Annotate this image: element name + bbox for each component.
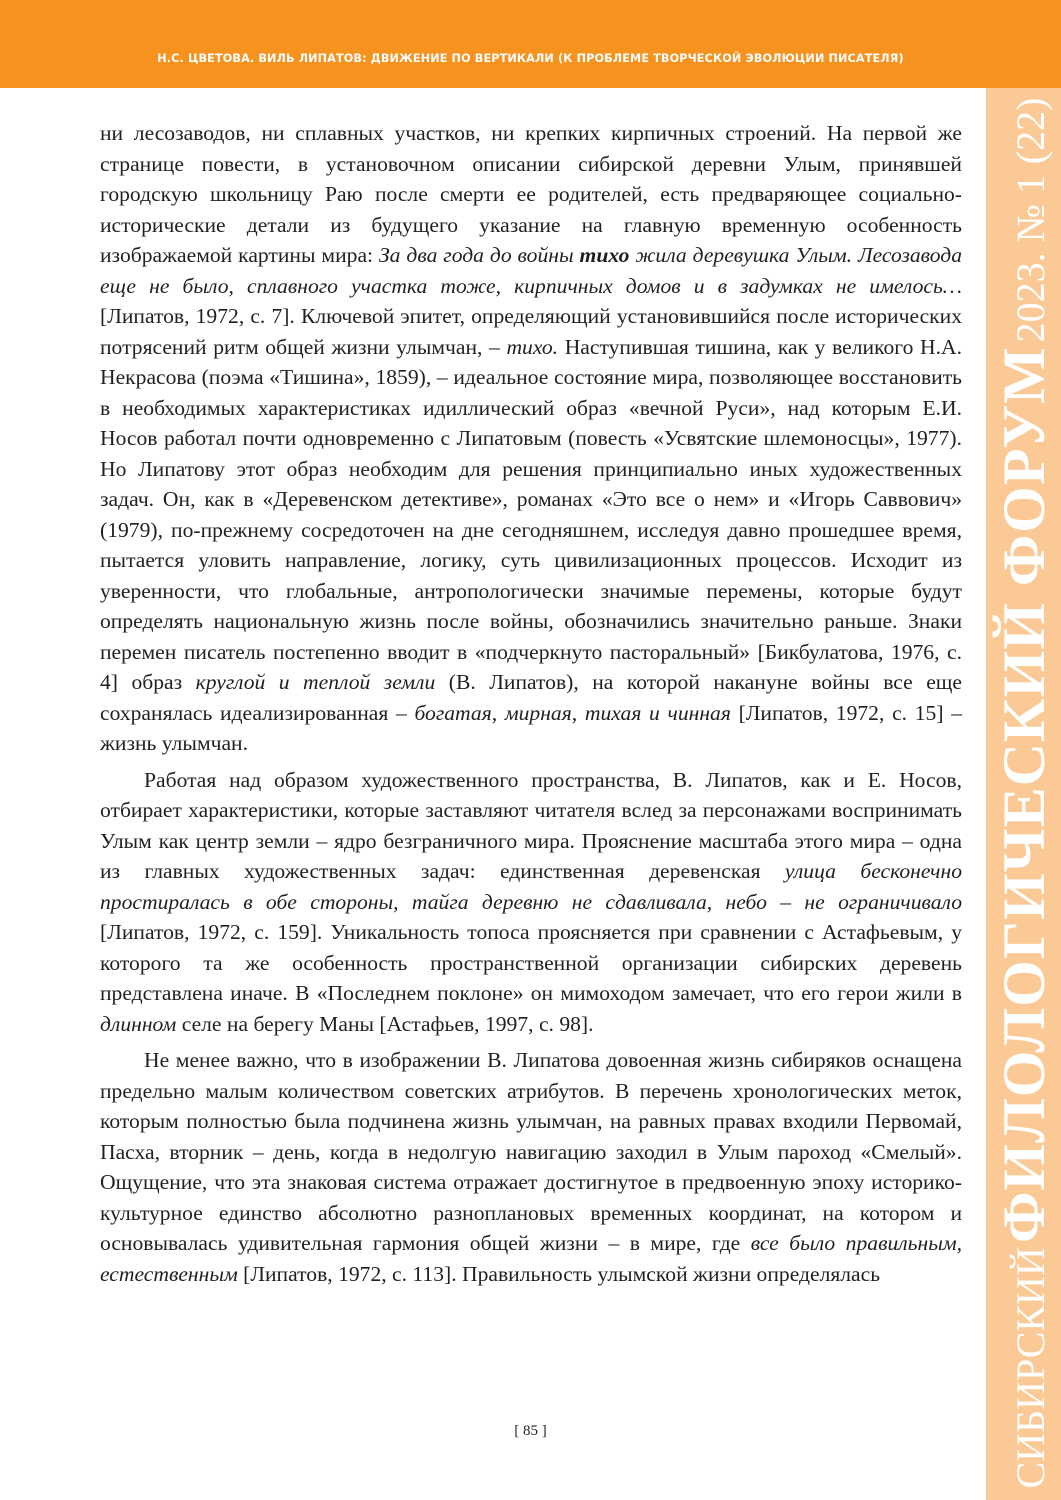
- paragraph: [100, 118, 962, 759]
- text-run: [Липатов, 1972, с. 7]. Ключевой эпитет, определяющий установившийся после исторических потрясений ритм общей жизни улымчан, –: [100, 304, 962, 359]
- text-run: [Липатов, 1972, с. 15] – жизнь улымчан.: [100, 700, 962, 755]
- running-title: Н.С. ЦВЕТОВА. ВИЛЬ ЛИПАТОВ: ДВИЖЕНИЕ ПО ВЕРТИКАЛИ (К ПРОБЛЕМЕ ТВОРЧЕСКОЙ ЭВОЛЮЦИИ ПИСАТЕЛЯ): [157, 52, 904, 65]
- header-band: [0, 0, 1061, 88]
- quote-run: улица бесконечно простиралась в обе стороны, тайга деревню не сдавливала, небо – не ограничивало: [100, 859, 962, 914]
- quote-run: богатая, мирная, тихая и чинная: [414, 700, 731, 725]
- text-run: (В. Липатов), на которой накануне войны все еще сохранялась идеализированная –: [100, 670, 962, 725]
- text-run: [Липатов, 1972, с. 159]. Уникальность топоса проясняется при сравнении с Астафьевым, у которого та же особенность пространственной организации сибирских деревень представлена иначе. В «Последнем поклоне» он мимоходом замечает, что его герои жили в: [100, 920, 962, 1005]
- text-run: Работая над образом художественного пространства, В. Липатов, как и Е. Носов, отбирает характеристики, которые заставляют читателя вслед за персонажами воспринимать Улым как центр земли – ядро безграничного мира. Прояснение масштаба этого мира – одна из главных художественных задач: единственная деревенская: [100, 767, 962, 883]
- quote-run: все было правильным, естественным: [100, 1231, 962, 1286]
- article-body: [100, 118, 962, 1289]
- text-run: [Липатов, 1972, с. 113]. Правильность улымской жизни определялась: [237, 1261, 881, 1286]
- page-number: [ 85 ]: [514, 1423, 547, 1439]
- paragraph: [100, 765, 962, 1040]
- quote-run: За два года до войны: [378, 243, 580, 267]
- quote-run: тихо: [579, 243, 630, 267]
- text-run: ни лесозаводов, ни сплавных участков, ни крепких кирпичных строений. На первой же странице повести, в установочном описании сибирской деревни Улым, принявшей городскую школьницу Раю после смерти ее родителей, есть предваряющее социально-исторические детали из будущего указание на главную временную особенность изображаемой картины мира:: [100, 121, 962, 267]
- text-run: Не менее важно, что в изображении В. Липатова довоенная жизнь сибиряков оснащена предельно малым количеством советских атрибутов. В перечень хронологических меток, которым полностью была подчинена жизнь улымчан, на равных правах входили Первомай, Пасха, вторник – день, когда в недолгую навигацию заходил в Улым пароход «Смелый». Ощущение, что эта знаковая система отражает достигнутое в предвоенную эпоху историко-культурное единство абсолютно разноплановых временных координат, на котором и основывалась удивительная гармония общей жизни – в мире, где: [100, 1048, 962, 1255]
- quote-run: круглой и теплой земли: [195, 670, 436, 694]
- quote-run: тихо.: [506, 334, 559, 359]
- text-run: селе на берегу Маны [Астафьев, 1997, с. 98].: [176, 1011, 594, 1036]
- paragraph: [100, 1045, 962, 1289]
- quote-run: жила деревушка Улым. Лесозавода еще не было, сплавного участка тоже, кирпичных домов и в задумках не имелось…: [100, 243, 962, 298]
- quote-run: длинном: [100, 1011, 177, 1036]
- journal-main-title: ФИЛОЛОГИЧЕСКИЙ ФОРУМ: [991, 346, 1057, 1244]
- journal-prefix: СИБИРСКИЙ: [1008, 1247, 1053, 1489]
- journal-issue: 2023. № 1 (22): [1008, 97, 1053, 343]
- text-run: Наступившая тишина, как у великого Н.А. Некрасова (поэма «Тишина», 1859), – идеальное состояние мира, позволяющее восстановить в необходимых характеристиках идиллический образ «вечной Руси», над которым Е.И. Носов работал почти одновременно с Липатовым (повесть «Усвятские шлемоносцы», 1977). Но Липатову этот образ необходим для решения принципиально иных художественных задач. Он, как в «Деревенском детективе», романах «Это все о нем» и «Игорь Саввович» (1979), по-прежнему сосредоточен на дне сегодняшнем, исследуя давно прошедшее время, пытается уловить направление, логику, суть цивилизационных процессов. Исходит из уверенности, что глобальные, антропологически значимые перемены, которые будут определять национальную жизнь после войны, обозначились значительно раньше. Знаки перемен писатель постепенно вводит в «подчеркнуто пасторальный» [Бикбулатова, 1976, с. 4] образ: [100, 334, 962, 694]
- journal-title-vertical: [991, 97, 1057, 1489]
